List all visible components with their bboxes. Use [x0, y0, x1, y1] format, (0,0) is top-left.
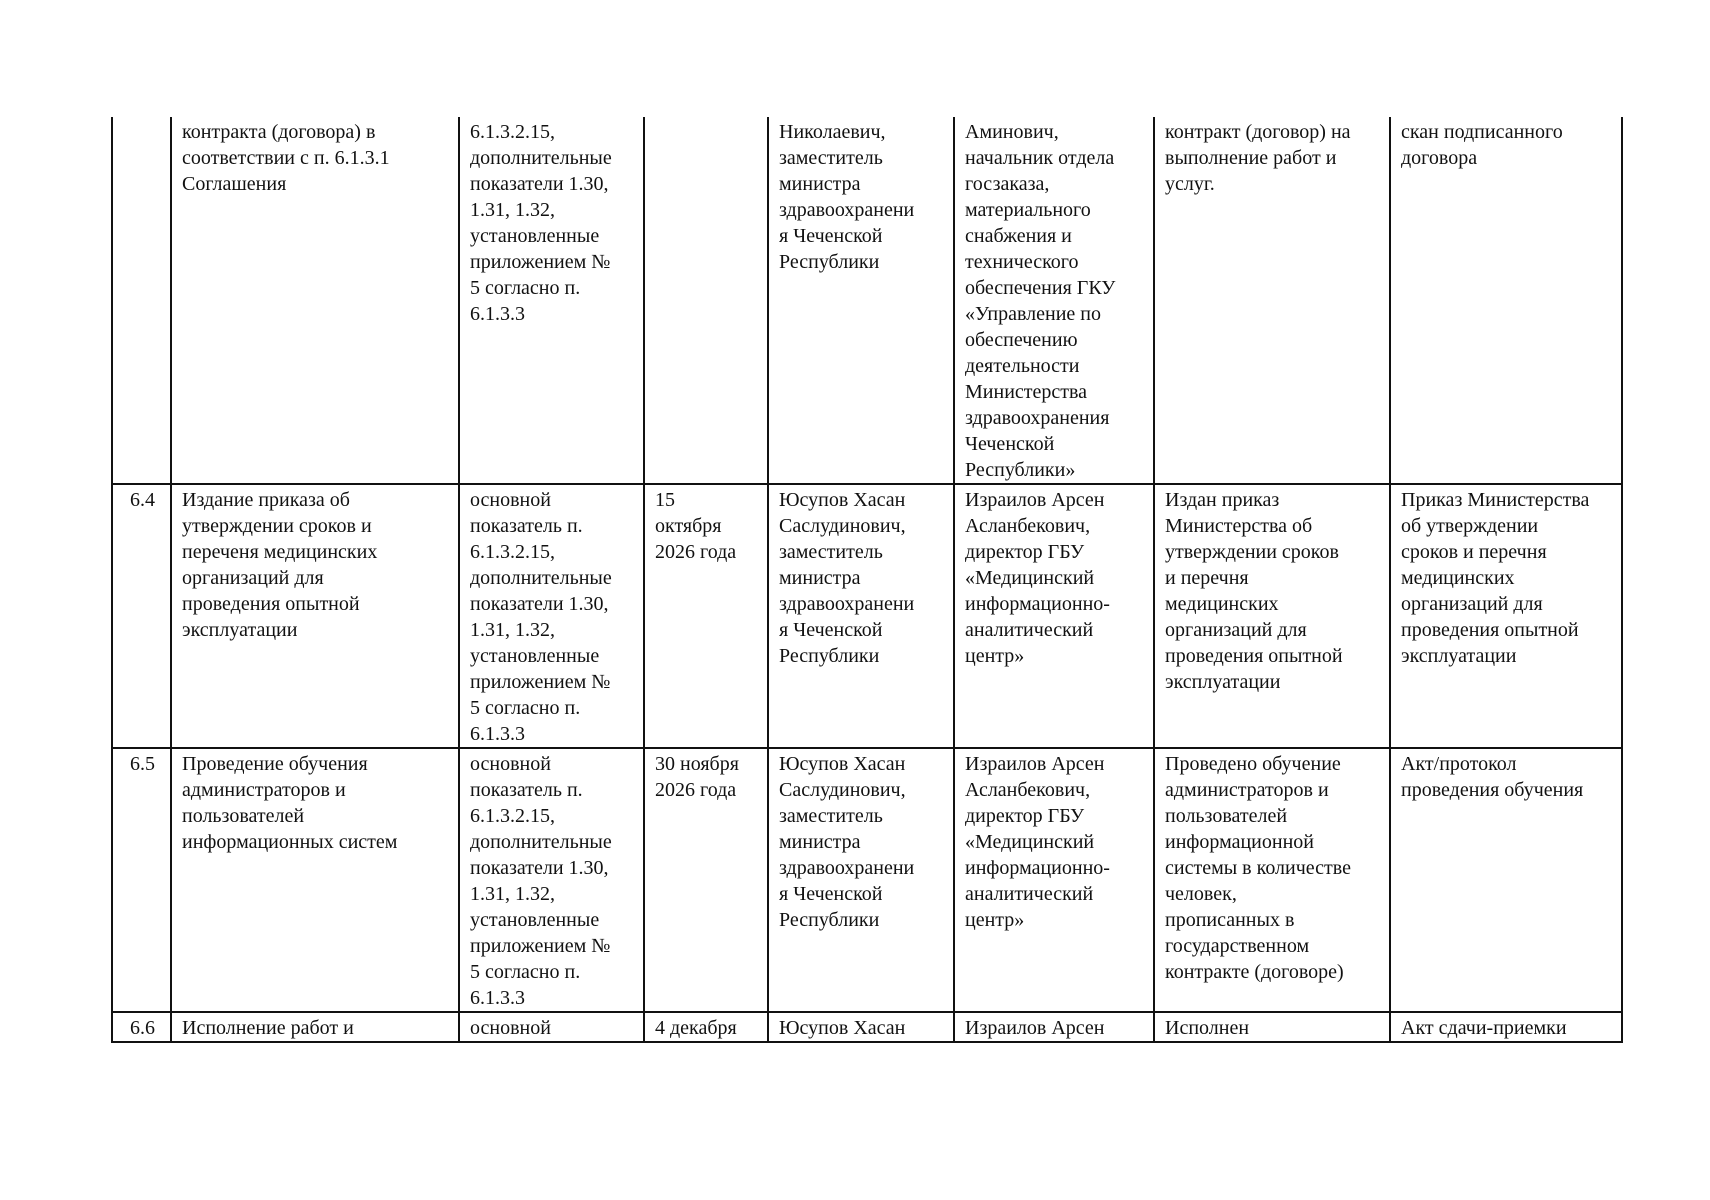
executor-cell: Израилов Арсен Асланбекович, директор ГБУ «Медицинский информационно- аналитический центр»: [954, 748, 1154, 1012]
indicator-cell: 6.1.3.2.15, дополнительные показатели 1.30, 1.31, 1.32, установленные приложением № 5 согласно п. 6.1.3.3: [459, 117, 644, 484]
document-cell: скан подписанного договора: [1390, 117, 1622, 484]
document-cell: Акт/протокол проведения обучения: [1390, 748, 1622, 1012]
document-cell: Акт сдачи-приемки: [1390, 1012, 1622, 1042]
executor-cell: Израилов Арсен: [954, 1012, 1154, 1042]
responsible-cell: Юсупов Хасан Саслудинович, заместитель министра здравоохранени я Чеченской Республики: [768, 484, 954, 748]
table-row: [112, 484, 1622, 748]
indicator-cell: основной: [459, 1012, 644, 1042]
result-cell: Издан приказ Министерства об утверждении сроков и перечня медицинских организаций для проведения опытной эксплуатации: [1154, 484, 1390, 748]
table-row: [112, 117, 1622, 484]
row-number-cell: 6.6: [112, 1012, 171, 1042]
executor-cell: Аминович, начальник отдела госзаказа, материального снабжения и технического обеспечения ГКУ «Управление по обеспечению деятельности Министерства здравоохранения Чеченской Республики»: [954, 117, 1154, 484]
row-number-cell: 6.4: [112, 484, 171, 748]
row-number-cell: [112, 117, 171, 484]
event-cell: Проведение обучения администраторов и пользователей информационных систем: [171, 748, 459, 1012]
responsible-cell: Николаевич, заместитель министра здравоохранени я Чеченской Республики: [768, 117, 954, 484]
deadline-cell: 4 декабря: [644, 1012, 768, 1042]
document-cell: Приказ Министерства об утверждении сроков и перечня медицинских организаций для проведения опытной эксплуатации: [1390, 484, 1622, 748]
indicator-cell: основной показатель п. 6.1.3.2.15, дополнительные показатели 1.30, 1.31, 1.32, установленные приложением № 5 согласно п. 6.1.3.3: [459, 484, 644, 748]
deadline-cell: [644, 117, 768, 484]
row-number-cell: 6.5: [112, 748, 171, 1012]
responsible-cell: Юсупов Хасан: [768, 1012, 954, 1042]
deadline-cell: 15 октября 2026 года: [644, 484, 768, 748]
result-cell: Исполнен: [1154, 1012, 1390, 1042]
event-cell: Издание приказа об утверждении сроков и переченя медицинских организаций для проведения опытной эксплуатации: [171, 484, 459, 748]
table-row: [112, 1012, 1622, 1042]
result-cell: Проведено обучение администраторов и пользователей информационной системы в количестве человек, прописанных в государственном контракте (договоре): [1154, 748, 1390, 1012]
indicator-cell: основной показатель п. 6.1.3.2.15, дополнительные показатели 1.30, 1.31, 1.32, установленные приложением № 5 согласно п. 6.1.3.3: [459, 748, 644, 1012]
responsible-cell: Юсупов Хасан Саслудинович, заместитель министра здравоохранени я Чеченской Республики: [768, 748, 954, 1012]
executor-cell: Израилов Арсен Асланбекович, директор ГБУ «Медицинский информационно- аналитический центр»: [954, 484, 1154, 748]
plan-table: [111, 117, 1623, 1043]
event-cell: Исполнение работ и: [171, 1012, 459, 1042]
event-cell: контракта (договора) в соответствии с п. 6.1.3.1 Соглашения: [171, 117, 459, 484]
deadline-cell: 30 ноября 2026 года: [644, 748, 768, 1012]
result-cell: контракт (договор) на выполнение работ и услуг.: [1154, 117, 1390, 484]
table-row: [112, 748, 1622, 1012]
